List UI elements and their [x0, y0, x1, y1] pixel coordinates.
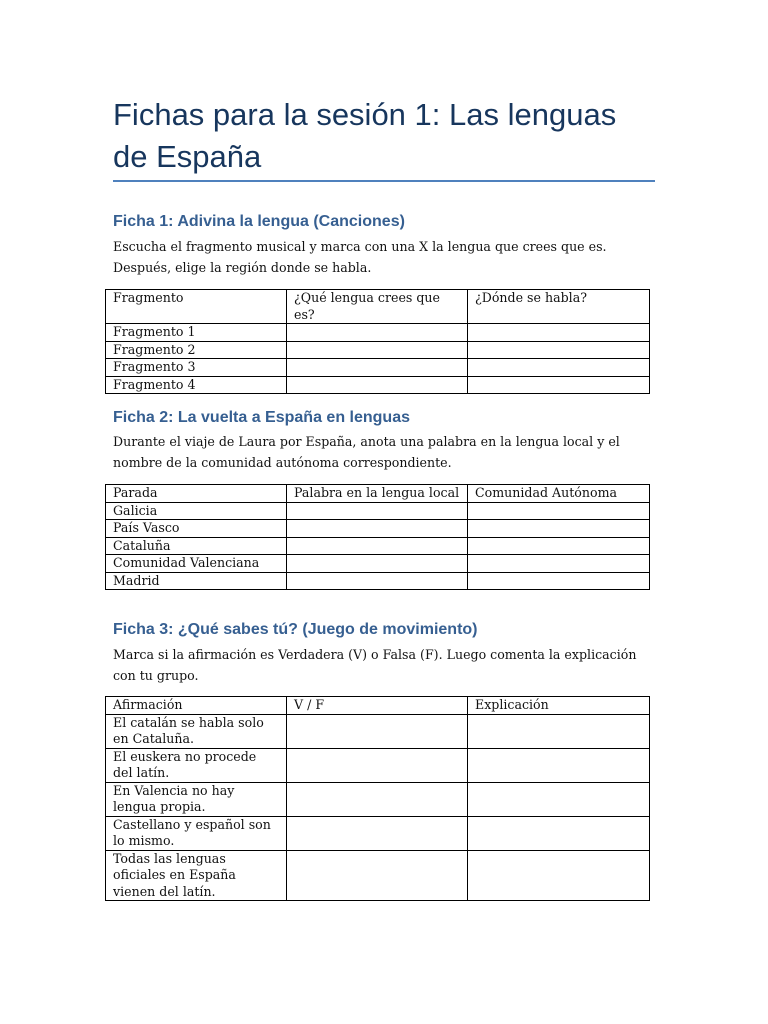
answer-cell[interactable]: [287, 816, 468, 850]
answer-cell[interactable]: [468, 341, 650, 359]
table-cell: Fragmento 4: [106, 376, 287, 394]
ficha-2-heading: Ficha 2: La vuelta a España en lenguas: [113, 409, 410, 426]
ficha-2-table: [105, 484, 650, 590]
answer-cell[interactable]: [468, 555, 650, 573]
table-cell: Fragmento 2: [106, 341, 287, 359]
table-row: [106, 359, 650, 377]
answer-cell[interactable]: [468, 572, 650, 590]
table-row: [106, 555, 650, 573]
table-row: [106, 324, 650, 342]
table-cell: Todas las lenguas oficiales en España vienen del latín.: [106, 850, 287, 901]
table-row: [106, 714, 650, 748]
answer-cell[interactable]: [287, 537, 468, 555]
answer-cell[interactable]: [468, 714, 650, 748]
table-row: [106, 537, 650, 555]
ficha-1-table: [105, 289, 650, 394]
answer-cell[interactable]: [287, 376, 468, 394]
title-divider: [113, 180, 655, 182]
answer-cell[interactable]: [287, 782, 468, 816]
table-row: [106, 520, 650, 538]
table-cell: Madrid: [106, 572, 287, 590]
table-row: [106, 502, 650, 520]
table-cell: País Vasco: [106, 520, 287, 538]
answer-cell[interactable]: [468, 502, 650, 520]
table-header-cell: Afirmación: [106, 697, 287, 715]
answer-cell[interactable]: [468, 782, 650, 816]
table-header-cell: Palabra en la lengua local: [287, 485, 468, 503]
answer-cell[interactable]: [287, 714, 468, 748]
ficha-2-instructions: Durante el viaje de Laura por España, anota una palabra en la lengua local y el nombre de la comunidad autónoma correspondiente.: [113, 434, 620, 470]
table-cell: El euskera no procede del latín.: [106, 748, 287, 782]
answer-cell[interactable]: [287, 324, 468, 342]
answer-cell[interactable]: [287, 850, 468, 901]
answer-cell[interactable]: [287, 748, 468, 782]
answer-cell[interactable]: [468, 748, 650, 782]
table-cell: El catalán se habla solo en Cataluña.: [106, 714, 287, 748]
ficha-3-table: [105, 696, 650, 901]
answer-cell[interactable]: [468, 359, 650, 377]
page-title: Fichas para la sesión 1: Las lenguas de España: [113, 97, 617, 174]
answer-cell[interactable]: [468, 376, 650, 394]
answer-cell[interactable]: [287, 341, 468, 359]
table-row: [106, 341, 650, 359]
table-header-row: [106, 697, 650, 715]
table-cell: Castellano y español son lo mismo.: [106, 816, 287, 850]
table-header-cell: ¿Qué lengua crees que es?: [287, 290, 468, 324]
table-cell: En Valencia no hay lengua propia.: [106, 782, 287, 816]
table-cell: Comunidad Valenciana: [106, 555, 287, 573]
table-row: [106, 748, 650, 782]
ficha-1-heading: Ficha 1: Adivina la lengua (Canciones): [113, 213, 405, 230]
answer-cell[interactable]: [468, 850, 650, 901]
table-header-cell: ¿Dónde se habla?: [468, 290, 650, 324]
table-row: [106, 572, 650, 590]
answer-cell[interactable]: [468, 520, 650, 538]
answer-cell[interactable]: [287, 520, 468, 538]
table-cell: Galicia: [106, 502, 287, 520]
answer-cell[interactable]: [287, 572, 468, 590]
table-row: [106, 376, 650, 394]
table-header-cell: Fragmento: [106, 290, 287, 324]
table-row: [106, 850, 650, 901]
ficha-1-instructions: Escucha el fragmento musical y marca con una X la lengua que crees que es. Después, elige la región donde se habla.: [113, 239, 607, 275]
table-header-row: [106, 290, 650, 324]
table-header-cell: Parada: [106, 485, 287, 503]
answer-cell[interactable]: [468, 537, 650, 555]
answer-cell[interactable]: [287, 502, 468, 520]
table-row: [106, 782, 650, 816]
table-row: [106, 816, 650, 850]
answer-cell[interactable]: [468, 324, 650, 342]
table-cell: Cataluña: [106, 537, 287, 555]
table-header-cell: Explicación: [468, 697, 650, 715]
table-header-cell: Comunidad Autónoma: [468, 485, 650, 503]
ficha-3-instructions: Marca si la afirmación es Verdadera (V) o Falsa (F). Luego comenta la explicación con tu grupo.: [113, 647, 637, 683]
answer-cell[interactable]: [287, 359, 468, 377]
answer-cell[interactable]: [468, 816, 650, 850]
table-header-cell: V / F: [287, 697, 468, 715]
table-header-row: [106, 485, 650, 503]
answer-cell[interactable]: [287, 555, 468, 573]
table-cell: Fragmento 3: [106, 359, 287, 377]
table-cell: Fragmento 1: [106, 324, 287, 342]
ficha-3-heading: Ficha 3: ¿Qué sabes tú? (Juego de movimiento): [113, 621, 478, 638]
